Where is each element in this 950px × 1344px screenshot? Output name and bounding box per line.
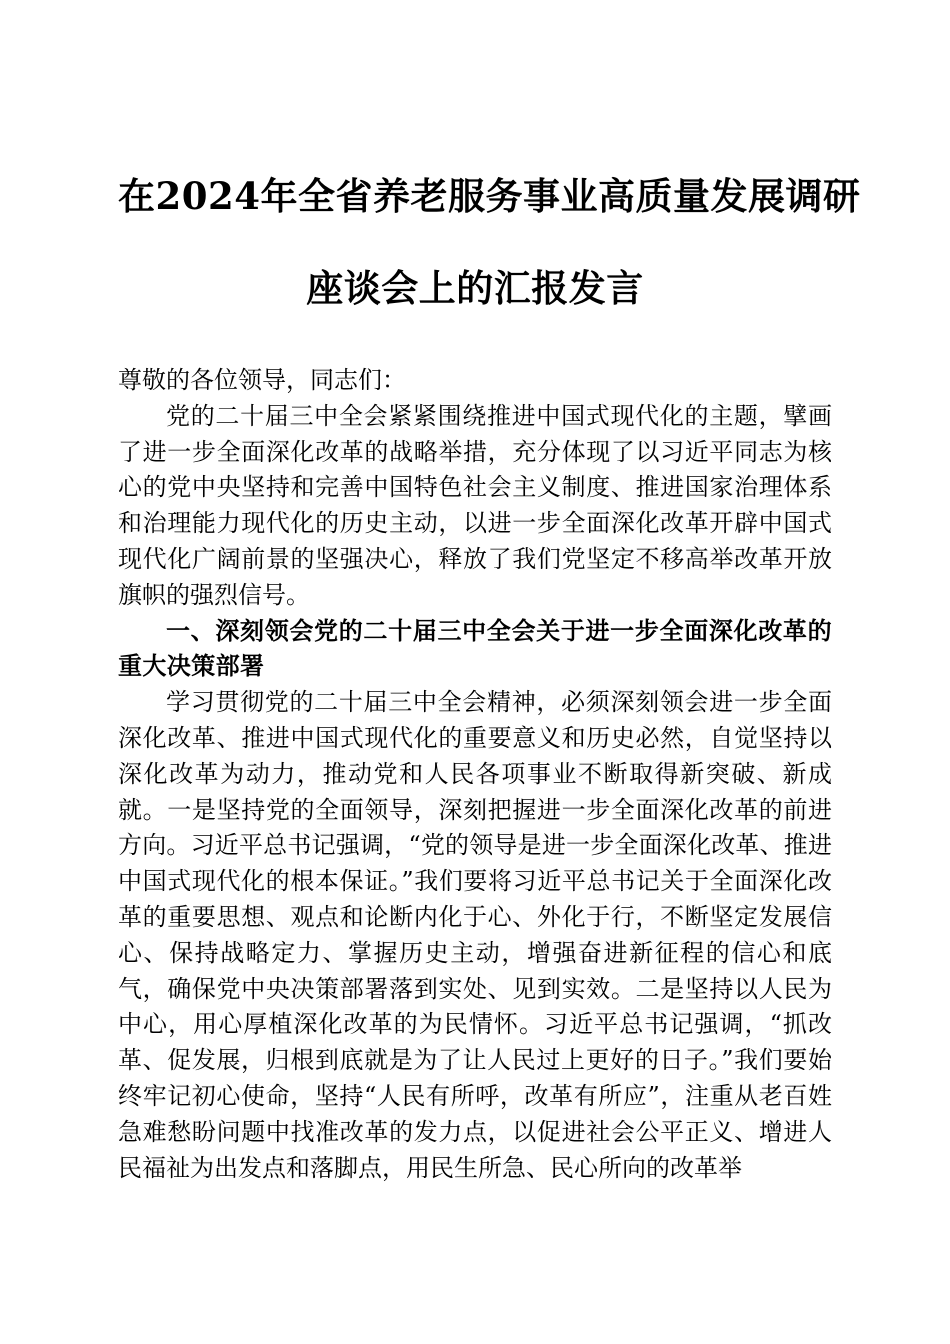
paragraph: 党的二十届三中全会紧紧围绕推进中国式现代化的主题，擘画了进一步全面深化改革的战略举措，充分体现了以习近平同志为核心的党中央坚持和完善中国特色社会主义制度、推进国家治理体系和治理能力现代化的历史主动，以进一步全面深化改革开辟中国式现代化广阔前景的坚强决心，释放了我们党坚定不移高举改革开放旗帜的强烈信号。 [118,401,832,609]
paragraph: 学习贯彻党的二十届三中全会精神，必须深刻领会进一步全面深化改革、推进中国式现代化的重要意义和历史必然，自觉坚持以深化改革为动力，推动党和人民各项事业不断取得新突破、新成就。一是坚持党的全面领导，深刻把握进一步全面深化改革的前进方向。习近平总书记强调，“党的领导是进一步全面深化改革、推进中国式现代化的根本保证。”我们要将习近平总书记关于全面深化改革的重要思想、观点和论断内化于心、外化于行，不断坚定发展信心、保持战略定力、掌握历史主动，增强奋进新征程的信心和底气，确保党中央决策部署落到实处、见到实效。二是坚持以人民为中心，用心厚植深化改革的为民情怀。习近平总书记强调，“抓改革、促发展，归根到底就是为了让人民过上更好的日子。”我们要始终牢记初心使命，坚持“人民有所呼，改革有所应”，注重从老百姓急难愁盼问题中找准改革的发力点，以促进社会公平正义、增进人民福祉为出发点和落脚点，用民生所急、民心所向的改革举 [118,688,832,1182]
document-title-line-2: 座谈会上的汇报发言 [306,266,644,310]
document-body [118,363,832,1186]
section-heading: 一、深刻领会党的二十届三中全会关于进一步全面深化改革的重大决策部署 [118,616,832,681]
salutation: 尊敬的各位领导，同志们： [118,366,406,394]
document-title-line-1: 在2024年全省养老服务事业高质量发展调研 [118,174,861,218]
